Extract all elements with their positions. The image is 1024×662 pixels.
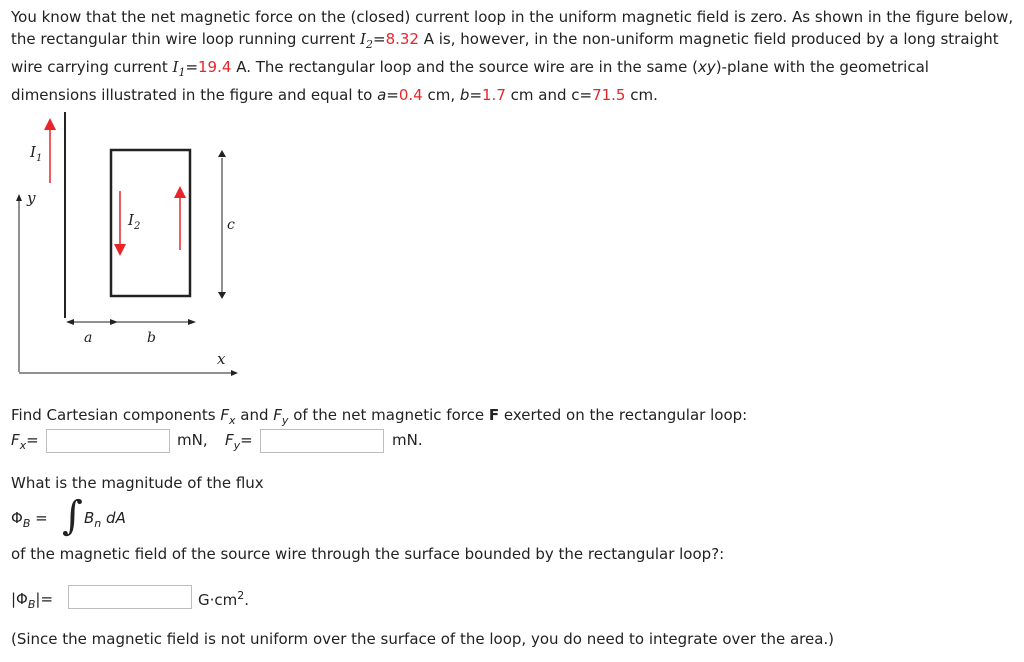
- label-b: b: [147, 330, 156, 346]
- problem-statement: You know that the net magnetic force on the (closed) current loop in the uniform magnetic field is zero. As shown in the figure below, the rectangular thin wire loop running current $I_2=8.32$ A is, however, in the non-uniform magnetic field produced by a long straight wire carrying current $I_1=19.4$ A. The rectangular loop and the source wire are in the same (xy)-plane with the geometrical dimensions illustrated in the figure and equal to a=0.4 cm, b=1.7 cm and c=71.5 cm.: [11, 8, 1014, 104]
- fx-unit: mN,: [177, 431, 208, 449]
- flux-question-2: of the magnetic field of the source wire through the surface bounded by the rectangular loop?:: [11, 545, 725, 563]
- flux-input[interactable]: [68, 585, 192, 609]
- force-prompt: Find Cartesian components $F_x$ and $F_y$ of the net magnetic force F exerted on the rectangular loop:: [11, 406, 748, 427]
- a-value: 0.4: [398, 86, 423, 104]
- fy-input[interactable]: [260, 429, 384, 453]
- i1-symbol: $I_1$: [172, 58, 186, 79]
- rectangular-loop: [111, 150, 190, 296]
- problem-text-1: You know that the net magnetic force on the (closed) current loop in the uniform magnetic field is zero. As shown in the figure below, the rectangular thin wire loop running current: [11, 8, 1014, 48]
- label-c: c: [227, 217, 235, 233]
- label-x: x: [217, 350, 226, 368]
- i2-value: 8.32: [385, 30, 419, 48]
- fy-unit: mN.: [392, 431, 423, 449]
- flux-abs-label: $|\Phi_B|=$: [11, 590, 54, 611]
- fx-input[interactable]: [46, 429, 170, 453]
- label-i1: $I_1$: [30, 143, 43, 164]
- c-value: 71.5: [592, 86, 626, 104]
- flux-definition: $\Phi_B$ =: [11, 509, 48, 530]
- i2-symbol: $I_2$: [360, 30, 373, 51]
- integration-note: (Since the magnetic field is not uniform over the surface of the loop, you do need to integrate over the area.): [11, 630, 835, 648]
- label-a: a: [84, 330, 93, 346]
- integrand: $B_n$ dA: [84, 509, 126, 530]
- fy-label: $F_y=$: [225, 431, 253, 452]
- flux-question: What is the magnitude of the flux: [11, 474, 264, 492]
- label-y: y: [27, 189, 36, 207]
- integral-sign: ∫: [62, 493, 83, 539]
- i1-value: 19.4: [198, 58, 232, 76]
- fx-label: $F_x=$: [11, 431, 39, 452]
- b-value: 1.7: [482, 86, 506, 104]
- label-i2: $I_2$: [128, 211, 141, 232]
- geometry-figure: [0, 100, 260, 385]
- flux-unit: $G\cdot cm^2$.: [198, 589, 250, 609]
